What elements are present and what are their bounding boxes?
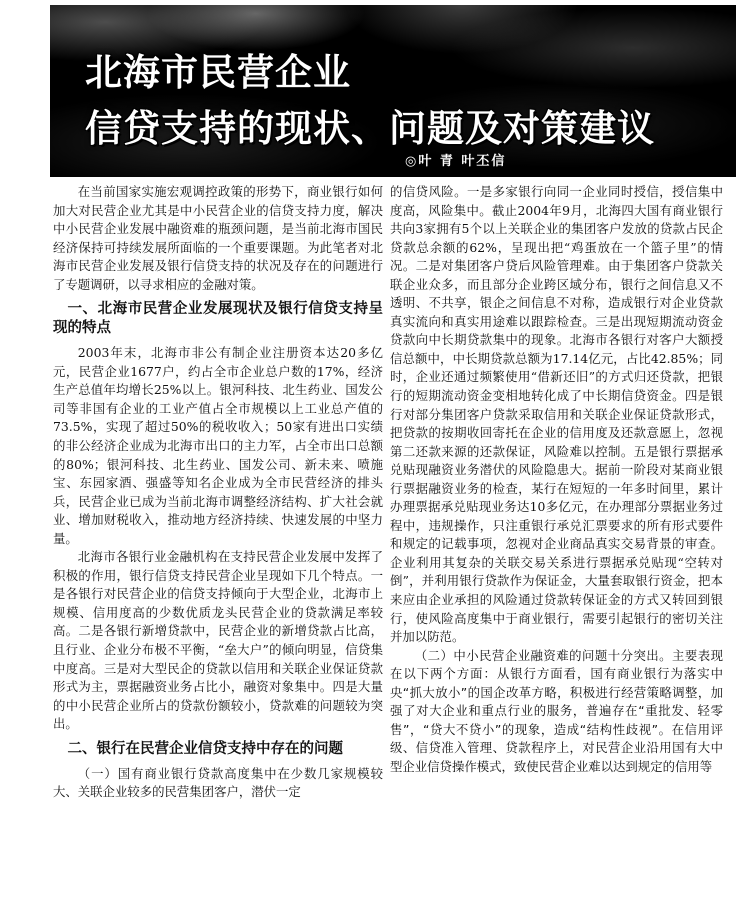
- body-paragraph: 的信贷风险。一是多家银行向同一企业同时授信，授信集中度高，风险集中。截止2004年9月，北海四大国有商业银行共向3家拥有5个以上关联企业的集团客户发放的贷款占民企贷款总余额的62%，呈现出把“鸡蛋放在一个篮子里”的情况。二是对集团客户贷后风险管理难。由于集团客户贷款关联企业众多，而且部分企业跨区域分布，银行之间信息又不透明、不共享，银企之间信息不对称，造成银行对企业贷款真实流向和真实用途难以跟踪检查。三是出现短期流动资金贷款向中长期贷款集中的现象。北海市各银行对客户大额授信总额中，中长期贷款总额为17.14亿元，占比42.85%；同时，企业还通过频繁使用“借新还旧”的方式归还贷款，把银行的短期流动资金变相地转化成了中长期信贷资金。四是银行对部分集团客户贷款采取信用和关联企业保证贷款形式，把贷款的按期收回寄托在企业的信用度及还款意愿上，忽视第二还款来源的还款保证，风险难以控制。五是银行票据承兑贴现融资业务潜伏的风险隐患大。据前一阶段对某商业银行票据融资业务的检查，某行在短短的一年多时间里，累计办理票据承兑贴现业务达10多亿元，在办理部分票据业务过程中，违规操作，只注重银行承兑汇票要求的所有形式要件和规定的记载事项，忽视对企业商品真实交易背景的审查。企业利用其复杂的关联交易关系进行票据承兑贴现“空转对倒”，并利用银行贷款作为保证金，大量套取银行资金，把本来应由企业承担的风险通过贷款转保证金的方式又转回到银行，使风险高度集中于商业银行，需要引起银行的密切关注并加以防范。: [390, 184, 723, 645]
- right-column: [390, 183, 723, 777]
- subsection-paragraph: （一）国有商业银行贷款高度集中在少数几家规模较大、关联企业较多的民营集团客户，潜伏一定: [53, 765, 383, 800]
- article-title-line-2: 信贷支持的现状、问题及对策建议: [85, 107, 655, 150]
- article-title-line-1: 北海市民营企业: [85, 51, 351, 94]
- body-paragraph: 2003年末，北海市非公有制企业注册资本达20多亿元，民营企业1677户，约占全市企业总户数的17%，经济生产总值年均增长25%以上。银河科技、北生药业、国发公司等非国有企业的工业产值占全市规模以上工业总产值的73.5%，实现了超过50%的税收收入；50家有进出口实绩的非公经济企业成为北海市出口的主力军，占全市出口总额的80%；银河科技、北生药业、国发公司、新未来、喷施宝、东园家酒、强盛等知名企业成为全市民营经济的排头兵，民营企业已成为当前北海市调整经济结构、扩大社会就业、增加财税收入，推动地方经济持续、快速发展的中坚力量。: [53, 345, 383, 546]
- body-paragraph: 北海市各银行业金融机构在支持民营企业发展中发挥了积极的作用，银行信贷支持民营企业呈现如下几个特点。一是各银行对民营企业的信贷支持倾向于大型企业，北海市上规模、信用度高的少数优质龙头民营企业的贷款满足率较高。二是各银行新增贷款中，民营企业的新增贷款占比高，且行业、企业分布极不平衡，“垒大户”的倾向明显，信贷集中度高。三是对大型民企的贷款以信用和关联企业保证贷款形式为主，票据融资业务占比小，融资对象集中。四是大量的中小民营企业所占的贷款份额较小，贷款难的问题较为突出。: [53, 549, 383, 732]
- intro-paragraph: 在当前国家实施宏观调控政策的形势下，商业银行如何加大对民营企业尤其是中小民营企业的信贷支持力度，解决中小民营企业发展中融资难的瓶颈问题，是当前北海市国民经济保持可持续发展所面临的一个重要课题。为此笔者对北海市民营企业发展及银行信贷支持的状况及存在的问题进行了专题调研，以寻求相应的金融对策。: [53, 184, 383, 292]
- section-heading-1: 一、北海市民营企业发展现状及银行信贷支持呈现的特点: [53, 301, 383, 337]
- left-column: [53, 183, 383, 802]
- subsection-paragraph: （二）中小民营企业融资难的问题十分突出。主要表现在以下两个方面：从银行方面看，国有商业银行为落实中央“抓大放小”的国企改革方略，积极进行经营策略调整，加强了对大企业和重点行业的服务，普遍存在“重批发、轻零售”，“贷大不贷小”的现象，造成“结构性歧视”。在信用评级、信贷准入管理、贷款程序上，对民营企业沿用国有大中型企业信贷操作模式，致使民营企业难以达到规定的信用等: [390, 647, 723, 774]
- section-heading-2: 二、银行在民营企业信贷支持中存在的问题: [67, 740, 343, 757]
- article-authors: ◎叶 青 叶丕信: [405, 154, 507, 169]
